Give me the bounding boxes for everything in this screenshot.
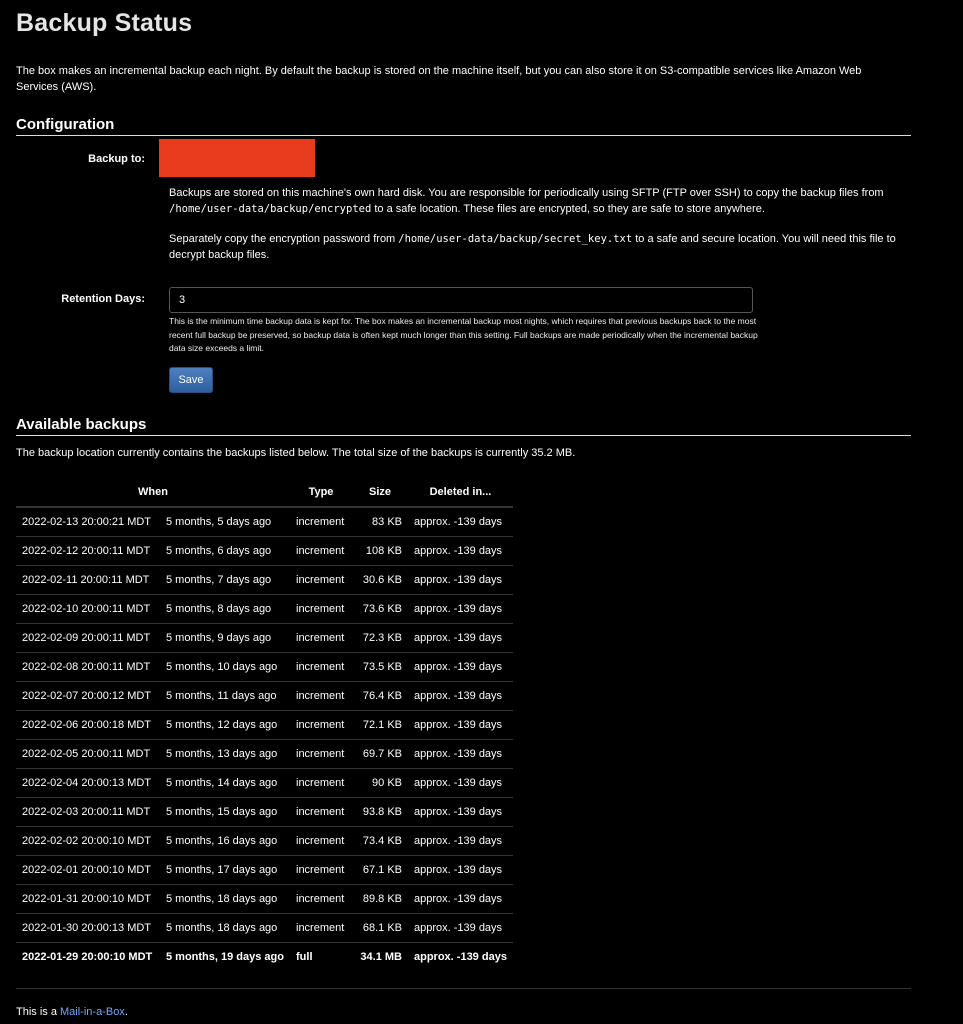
backup-deleted-cell: approx. -139 days bbox=[408, 537, 513, 566]
backup-type-cell: increment bbox=[290, 740, 352, 769]
backup-deleted-cell: approx. -139 days bbox=[408, 914, 513, 943]
backup-age-cell: 5 months, 5 days ago bbox=[160, 507, 290, 537]
backup-type-cell: increment bbox=[290, 856, 352, 885]
mail-in-a-box-link[interactable]: Mail-in-a-Box bbox=[60, 1006, 125, 1018]
storage-help-2 bbox=[169, 231, 907, 263]
backup-deleted-cell: approx. -139 days bbox=[408, 624, 513, 653]
table-row bbox=[16, 624, 513, 653]
table-row bbox=[16, 507, 513, 537]
backup-type-cell: increment bbox=[290, 769, 352, 798]
backup-age-cell: 5 months, 18 days ago bbox=[160, 914, 290, 943]
backup-age-cell: 5 months, 15 days ago bbox=[160, 798, 290, 827]
backup-age-cell: 5 months, 6 days ago bbox=[160, 537, 290, 566]
backup-to-label: Backup to: bbox=[88, 153, 145, 165]
retention-days-label: Retention Days: bbox=[61, 293, 145, 305]
save-button[interactable]: Save bbox=[169, 367, 213, 393]
secret-key-path: /home/user-data/backup/secret_key.txt bbox=[398, 233, 633, 245]
backup-date-cell: 2022-02-10 20:00:11 MDT bbox=[16, 595, 160, 624]
backup-age-cell: 5 months, 17 days ago bbox=[160, 856, 290, 885]
backup-size-cell: 89.8 KB bbox=[352, 885, 408, 914]
backup-type-cell: increment bbox=[290, 798, 352, 827]
backup-deleted-cell: approx. -139 days bbox=[408, 769, 513, 798]
column-deleted: Deleted in... bbox=[408, 478, 513, 507]
table-row bbox=[16, 595, 513, 624]
backup-date-cell: 2022-02-05 20:00:11 MDT bbox=[16, 740, 160, 769]
backup-date-cell: 2022-02-06 20:00:18 MDT bbox=[16, 711, 160, 740]
backups-table-body bbox=[16, 507, 513, 971]
backup-deleted-cell: approx. -139 days bbox=[408, 856, 513, 885]
backup-size-cell: 73.5 KB bbox=[352, 653, 408, 682]
backup-date-cell: 2022-02-11 20:00:11 MDT bbox=[16, 566, 160, 595]
backup-size-cell: 73.4 KB bbox=[352, 827, 408, 856]
retention-days-input[interactable] bbox=[169, 287, 753, 313]
backup-age-cell: 5 months, 10 days ago bbox=[160, 653, 290, 682]
table-row bbox=[16, 798, 513, 827]
backup-age-cell: 5 months, 18 days ago bbox=[160, 885, 290, 914]
footer bbox=[16, 1006, 128, 1018]
backup-size-cell: 76.4 KB bbox=[352, 682, 408, 711]
backup-deleted-cell: approx. -139 days bbox=[408, 943, 513, 972]
backup-age-cell: 5 months, 13 days ago bbox=[160, 740, 290, 769]
table-row bbox=[16, 566, 513, 595]
backup-date-cell: 2022-01-30 20:00:13 MDT bbox=[16, 914, 160, 943]
backup-size-cell: 93.8 KB bbox=[352, 798, 408, 827]
retention-help: This is the minimum time backup data is kept for. The box makes an incremental backup most nights, which requires that previous backups back to the most recent full backup be preserved, so backup data is often kept much longer than this setting. Full backups are made periodically when the incremental backup data size exceeds a limit. bbox=[169, 316, 758, 353]
backup-date-cell: 2022-02-01 20:00:10 MDT bbox=[16, 856, 160, 885]
backup-deleted-cell: approx. -139 days bbox=[408, 595, 513, 624]
backup-date-cell: 2022-02-03 20:00:11 MDT bbox=[16, 798, 160, 827]
backup-age-cell: 5 months, 8 days ago bbox=[160, 595, 290, 624]
backup-type-cell: full bbox=[290, 943, 352, 972]
page-title: Backup Status bbox=[16, 9, 193, 37]
backup-age-cell: 5 months, 19 days ago bbox=[160, 943, 290, 972]
backup-type-cell: increment bbox=[290, 827, 352, 856]
footer-prefix: This is a bbox=[16, 1006, 61, 1018]
table-row bbox=[16, 769, 513, 798]
backup-size-cell: 30.6 KB bbox=[352, 566, 408, 595]
backup-age-cell: 5 months, 14 days ago bbox=[160, 769, 290, 798]
table-row bbox=[16, 885, 513, 914]
backup-size-cell: 34.1 MB bbox=[352, 943, 408, 972]
backup-date-cell: 2022-02-04 20:00:13 MDT bbox=[16, 769, 160, 798]
backup-deleted-cell: approx. -139 days bbox=[408, 711, 513, 740]
backup-deleted-cell: approx. -139 days bbox=[408, 740, 513, 769]
table-row bbox=[16, 827, 513, 856]
backup-type-cell: increment bbox=[290, 566, 352, 595]
backup-age-cell: 5 months, 11 days ago bbox=[160, 682, 290, 711]
table-header-row bbox=[16, 478, 513, 507]
backup-type-cell: increment bbox=[290, 885, 352, 914]
available-backups-heading: Available backups bbox=[16, 416, 911, 436]
backups-table bbox=[16, 478, 513, 971]
backup-date-cell: 2022-02-07 20:00:12 MDT bbox=[16, 682, 160, 711]
backup-date-cell: 2022-02-12 20:00:11 MDT bbox=[16, 537, 160, 566]
table-row bbox=[16, 856, 513, 885]
backup-date-cell: 2022-01-29 20:00:10 MDT bbox=[16, 943, 160, 972]
column-type: Type bbox=[290, 478, 352, 507]
backup-date-cell: 2022-02-08 20:00:11 MDT bbox=[16, 653, 160, 682]
backup-date-cell: 2022-01-31 20:00:10 MDT bbox=[16, 885, 160, 914]
encrypted-path: /home/user-data/backup/encrypted bbox=[169, 203, 372, 215]
table-row bbox=[16, 537, 513, 566]
table-row bbox=[16, 682, 513, 711]
table-row bbox=[16, 653, 513, 682]
backup-size-cell: 72.3 KB bbox=[352, 624, 408, 653]
backup-size-cell: 67.1 KB bbox=[352, 856, 408, 885]
column-size: Size bbox=[352, 478, 408, 507]
backup-size-cell: 83 KB bbox=[352, 507, 408, 537]
storage-help-2-pre: Separately copy the encryption password from bbox=[169, 233, 399, 245]
backups-summary: The backup location currently contains the backups listed below. The total size of the backups is currently 35.2 MB. bbox=[16, 447, 576, 459]
backup-deleted-cell: approx. -139 days bbox=[408, 885, 513, 914]
backup-size-cell: 72.1 KB bbox=[352, 711, 408, 740]
backup-deleted-cell: approx. -139 days bbox=[408, 507, 513, 537]
backup-deleted-cell: approx. -139 days bbox=[408, 827, 513, 856]
backup-deleted-cell: approx. -139 days bbox=[408, 682, 513, 711]
configuration-heading: Configuration bbox=[16, 116, 911, 136]
table-row bbox=[16, 711, 513, 740]
backup-size-cell: 68.1 KB bbox=[352, 914, 408, 943]
backup-age-cell: 5 months, 12 days ago bbox=[160, 711, 290, 740]
storage-help-1-post: to a safe location. These files are encrypted, so they are safe to store anywhere. bbox=[371, 203, 765, 215]
backup-age-cell: 5 months, 16 days ago bbox=[160, 827, 290, 856]
backup-target-select-redacted[interactable] bbox=[159, 139, 315, 177]
backup-type-cell: increment bbox=[290, 595, 352, 624]
footer-divider bbox=[16, 988, 911, 989]
backup-age-cell: 5 months, 9 days ago bbox=[160, 624, 290, 653]
table-row bbox=[16, 740, 513, 769]
storage-help-1-pre: Backups are stored on this machine's own hard disk. You are responsible for periodically using SFTP (FTP over SSH) to copy the backup files from bbox=[169, 187, 884, 199]
backup-deleted-cell: approx. -139 days bbox=[408, 798, 513, 827]
storage-help-1 bbox=[169, 185, 907, 217]
backup-type-cell: increment bbox=[290, 682, 352, 711]
table-row bbox=[16, 914, 513, 943]
backup-size-cell: 108 KB bbox=[352, 537, 408, 566]
backup-date-cell: 2022-02-02 20:00:10 MDT bbox=[16, 827, 160, 856]
backup-type-cell: increment bbox=[290, 537, 352, 566]
table-row bbox=[16, 943, 513, 972]
backup-deleted-cell: approx. -139 days bbox=[408, 566, 513, 595]
backup-date-cell: 2022-02-13 20:00:21 MDT bbox=[16, 507, 160, 537]
footer-suffix: . bbox=[124, 1006, 128, 1018]
backup-size-cell: 90 KB bbox=[352, 769, 408, 798]
backup-type-cell: increment bbox=[290, 507, 352, 537]
backup-age-cell: 5 months, 7 days ago bbox=[160, 566, 290, 595]
intro-text: The box makes an incremental backup each night. By default the backup is stored on the machine itself, but you can also store it on S3-compatible services like Amazon Web Services (AWS). bbox=[16, 65, 862, 93]
backup-date-cell: 2022-02-09 20:00:11 MDT bbox=[16, 624, 160, 653]
backup-deleted-cell: approx. -139 days bbox=[408, 653, 513, 682]
column-when: When bbox=[16, 478, 290, 507]
backup-type-cell: increment bbox=[290, 711, 352, 740]
backup-size-cell: 73.6 KB bbox=[352, 595, 408, 624]
storage-help-2-post: to a safe and secure location. You will need this file to decrypt backup files. bbox=[169, 233, 896, 261]
backup-size-cell: 69.7 KB bbox=[352, 740, 408, 769]
backup-type-cell: increment bbox=[290, 653, 352, 682]
backup-type-cell: increment bbox=[290, 914, 352, 943]
backup-type-cell: increment bbox=[290, 624, 352, 653]
